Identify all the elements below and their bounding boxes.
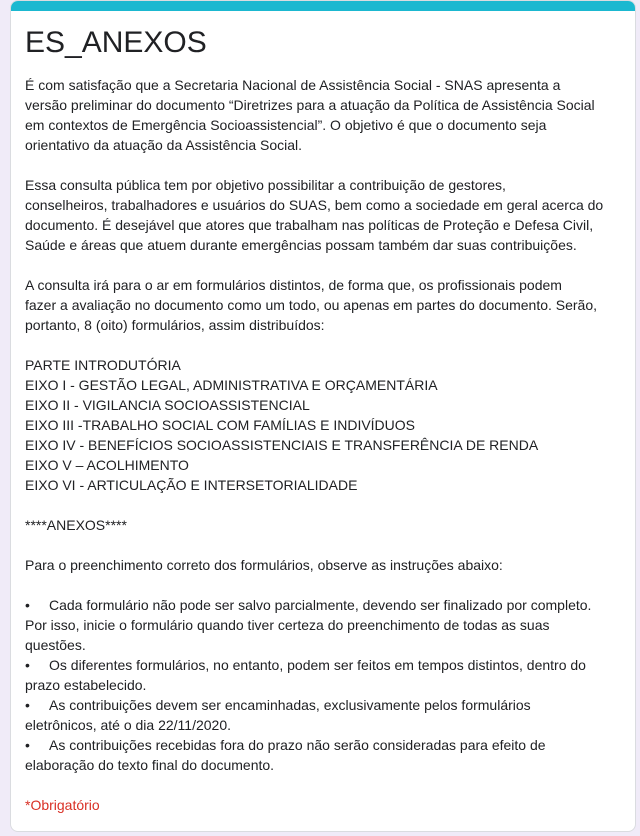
text-line: versão preliminar do documento “Diretrizes para a atuação da Política de Assistência Social xyxy=(25,97,595,113)
instruction-text: Os diferentes formulários, no entanto, podem ser feitos em tempos distintos, dentro do xyxy=(49,657,586,673)
text-line: Saúde e áreas que atuem durante emergências possam também dar suas contribuições. xyxy=(25,237,577,253)
form-description xyxy=(25,75,625,775)
instructions-list xyxy=(25,595,625,775)
instruction-text: As contribuições recebidas fora do prazo não serão consideradas para efeito de xyxy=(49,737,546,753)
intro-paragraph xyxy=(25,75,625,155)
form-header-card xyxy=(10,0,636,832)
instruction-continuation: Por isso, inicie o formulário quando tiver certeza do preenchimento de todas as suas xyxy=(25,617,550,633)
instruction-text: Cada formulário não pode ser salvo parcialmente, devendo ser finalizado por completo. xyxy=(49,597,592,613)
section-item: EIXO I - GESTÃO LEGAL, ADMINISTRATIVA E ORÇAMENTÁRIA xyxy=(25,377,438,393)
card-content xyxy=(25,23,625,815)
consultation-paragraph xyxy=(25,175,625,255)
bullet-icon: • xyxy=(25,657,30,673)
section-item: EIXO VI - ARTICULAÇÃO E INTERSETORIALIDADE xyxy=(25,477,358,493)
text-line: em contextos de Emergência Socioassistencial”. O objetivo é que o documento seja xyxy=(25,117,547,133)
text-line: É com satisfação que a Secretaria Nacional de Assistência Social - SNAS apresenta a xyxy=(25,77,561,93)
text-line: fazer a avaliação no documento como um todo, ou apenas em partes do documento. Serão, xyxy=(25,297,598,313)
forms-paragraph xyxy=(25,275,625,335)
bullet-icon: • xyxy=(25,697,30,713)
text-line: A consulta irá para o ar em formulários distintos, de forma que, os profissionais podem xyxy=(25,277,562,293)
instruction-continuation: questões. xyxy=(25,637,86,653)
bullet-icon: • xyxy=(25,737,30,753)
section-item: EIXO V – ACOLHIMENTO xyxy=(25,457,189,473)
section-item: EIXO IV - BENEFÍCIOS SOCIOASSISTENCIAIS E TRANSFERÊNCIA DE RENDA xyxy=(25,437,539,453)
text-line: conselheiros, trabalhadores e usuários do SUAS, bem como a sociedade em geral acerca do xyxy=(25,197,604,213)
section-item: EIXO II - VIGILANCIA SOCIOASSISTENCIAL xyxy=(25,397,310,413)
card-accent-bar xyxy=(11,1,635,11)
instruction-continuation: elaboração do texto final do documento. xyxy=(25,757,275,773)
instructions-intro: Para o preenchimento correto dos formulários, observe as instruções abaixo: xyxy=(25,557,503,573)
instruction-item xyxy=(25,735,625,755)
section-item: PARTE INTRODUTÓRIA xyxy=(25,357,181,373)
instruction-text: As contribuições devem ser encaminhadas, exclusivamente pelos formulários xyxy=(49,697,531,713)
section-item: EIXO III -TRABALHO SOCIAL COM FAMÍLIAS E INDIVÍDUOS xyxy=(25,417,416,433)
text-line: Essa consulta pública tem por objetivo possibilitar a contribuição de gestores, xyxy=(25,177,506,193)
instruction-item xyxy=(25,695,625,715)
instruction-item xyxy=(25,595,625,615)
annex-marker: ****ANEXOS**** xyxy=(25,517,127,533)
instruction-continuation: eletrônicos, até o dia 22/11/2020. xyxy=(25,717,232,733)
sections-list xyxy=(25,355,625,495)
instruction-continuation: prazo estabelecido. xyxy=(25,677,147,693)
required-note: *Obrigatório xyxy=(25,797,100,813)
text-line: portanto, 8 (oito) formulários, assim distribuídos: xyxy=(25,317,325,333)
form-title: ES_ANEXOS xyxy=(25,26,207,59)
bullet-icon: • xyxy=(25,597,30,613)
text-line: orientativo da atuação da Assistência Social. xyxy=(25,137,303,153)
instruction-item xyxy=(25,655,625,675)
text-line: documento. É desejável que atores que trabalham nas políticas de Proteção e Defesa Civil, xyxy=(25,217,594,233)
